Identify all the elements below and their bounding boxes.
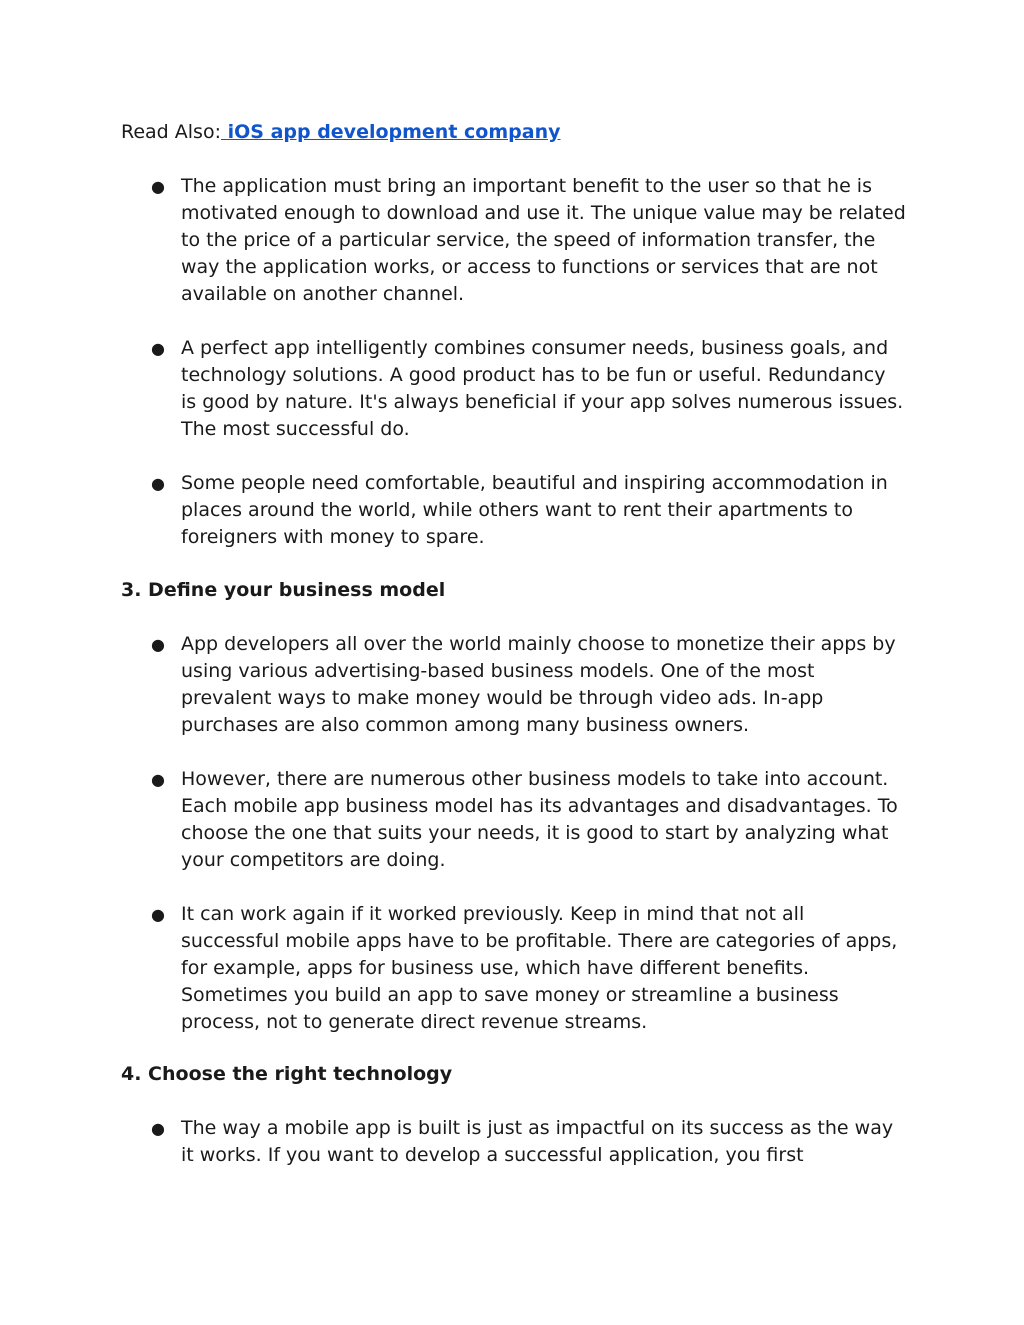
read-also-line: [121, 119, 560, 146]
bullet-list-business-model: [0, 631, 1024, 1063]
list-item: ● The way a mobile app is built is just as impactful on its success as the way it works. If you want to develop a successful application, you first: [0, 1115, 906, 1169]
list-item: ● Some people need comfortable, beautiful and inspiring accommodation in places around the world, while others want to rent their apartments to foreigners with money to spare.: [0, 470, 906, 551]
bullet-list-benefits: [0, 173, 1024, 578]
list-item: ● App developers all over the world mainly choose to monetize their apps by using various advertising-based business models. One of the most prevalent ways to make money would be through video ads. In-app purchases are also common among many business owners.: [0, 631, 906, 739]
bullet-list-technology: [0, 1115, 1024, 1196]
section-heading-business-model: 3. Define your business model: [121, 579, 446, 601]
list-item: ● The application must bring an important benefit to the user so that he is motivated enough to download and use it. The unique value may be related to the price of a particular service, the speed of information transfer, the way the application works, or access to functions or services that are not available on another channel.: [0, 173, 906, 308]
list-item: ● It can work again if it worked previously. Keep in mind that not all successful mobile apps have to be profitable. There are categories of apps, for example, apps for business use, which have different benefits. Sometimes you build an app to save money or streamline a business process, not to generate direct revenue streams.: [0, 901, 906, 1036]
read-also-label: Read Also:: [121, 121, 221, 143]
ios-app-development-link[interactable]: iOS app development company: [220, 121, 561, 143]
list-item: ● However, there are numerous other business models to take into account. Each mobile app business model has its advantages and disadvantages. To choose the one that suits your needs, it is good to start by analyzing what your competitors are doing.: [0, 766, 906, 874]
section-heading-technology: 4. Choose the right technology: [121, 1063, 453, 1085]
list-item: ● A perfect app intelligently combines consumer needs, business goals, and technology solutions. A good product has to be fun or useful. Redundancy is good by nature. It's always beneficial if your app solves numerous issues. The most successful do.: [0, 335, 906, 443]
